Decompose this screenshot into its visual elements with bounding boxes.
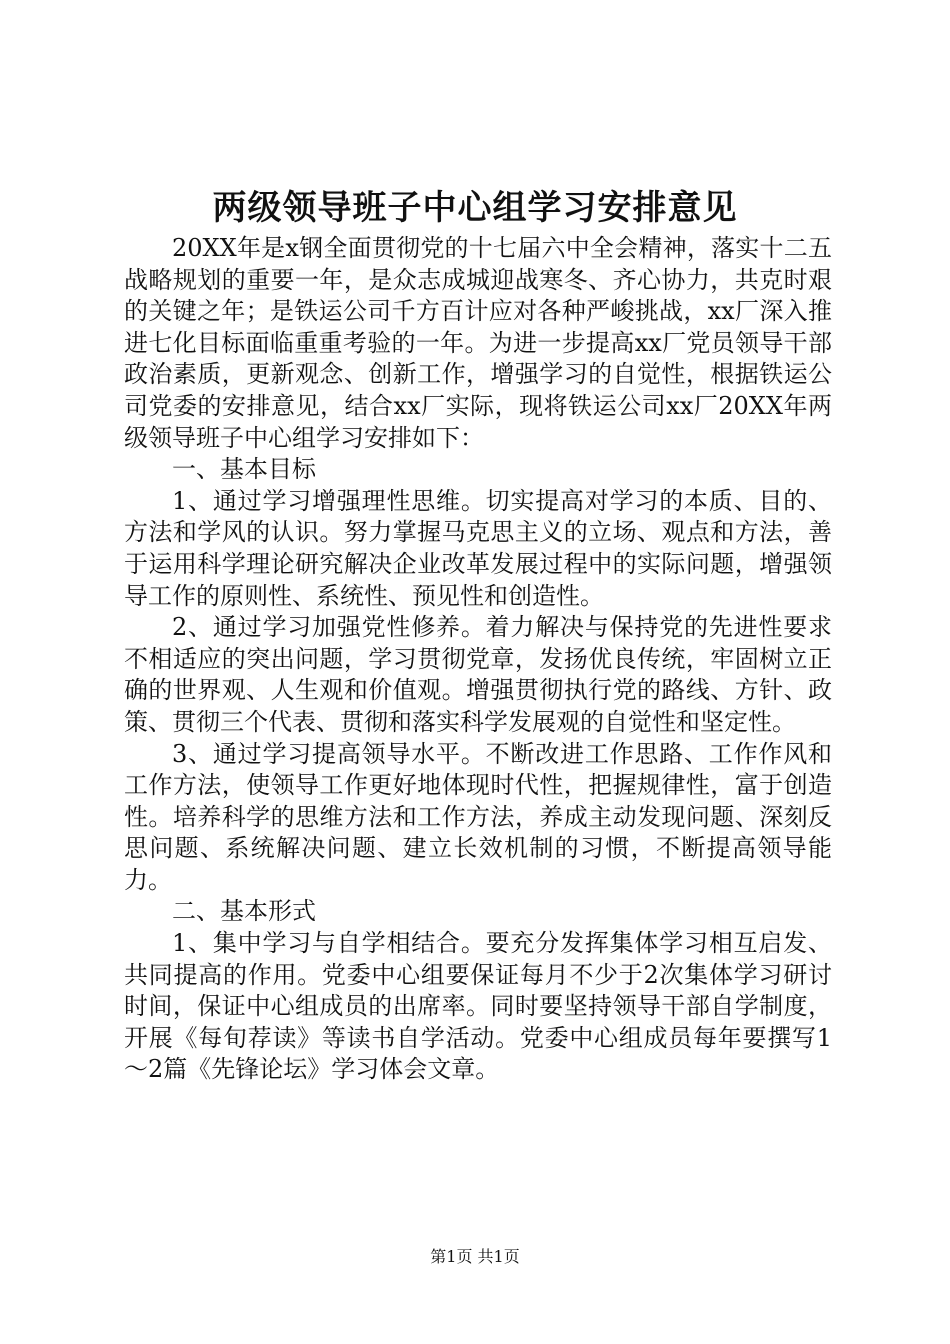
- page-footer: 第1页 共1页: [430, 1247, 520, 1266]
- paragraph-intro: 20XX年是x钢全面贯彻党的十七届六中全会精神，落实十二五战略规划的重要一年，是众志成城迎战寒冬、齐心协力，共克时艰的关键之年；是铁运公司千方百计应对各种严峻挑战，xx厂深入推进七化目标面临重重考验的一年。为进一步提高xx厂党员领导干部政治素质，更新观念、创新工作，增强学习的自觉性，根据铁运公司党委的安排意见，结合xx厂实际，现将铁运公司xx厂20XX年两级领导班子中心组学习安排如下：: [124, 234, 832, 452]
- paragraph-goal-3: 3、通过学习提高领导水平。不断改进工作思路、工作作风和工作方法，使领导工作更好地体现时代性，把握规律性，富于创造性。培养科学的思维方法和工作方法，养成主动发现问题、深刻反思问题、系统解决问题、建立长效机制的习惯，不断提高领导能力。: [124, 739, 832, 894]
- paragraph-form-1: 1、集中学习与自学相结合。要充分发挥集体学习相互启发、共同提高的作用。党委中心组要保证每月不少于2次集体学习研讨时间，保证中心组成员的出席率。同时要坚持领导干部自学制度，开展《每旬荐读》等读书自学活动。党委中心组成员每年要撰写1～2篇《先锋论坛》学习体会文章。: [124, 929, 832, 1084]
- paragraph-goal-1: 1、通过学习增强理性思维。切实提高对学习的本质、目的、方法和学风的认识。努力掌握马克思主义的立场、观点和方法，善于运用科学理论研究解决企业改革发展过程中的实际问题，增强领导工作的原则性、系统性、预见性和创造性。: [124, 486, 832, 610]
- document-body: [124, 233, 832, 1086]
- section-heading-goals: 一、基本目标: [172, 455, 316, 484]
- paragraph-goal-2: 2、通过学习加强党性修养。着力解决与保持党的先进性要求不相适应的突出问题，学习贯彻党章，发扬优良传统，牢固树立正确的世界观、人生观和价值观。增强贯彻执行党的路线、方针、政策、贯彻三个代表、贯彻和落实科学发展观的自觉性和坚定性。: [124, 613, 832, 736]
- section-heading-forms: 二、基本形式: [172, 897, 316, 926]
- document-title: 两级领导班子中心组学习安排意见: [212, 188, 738, 228]
